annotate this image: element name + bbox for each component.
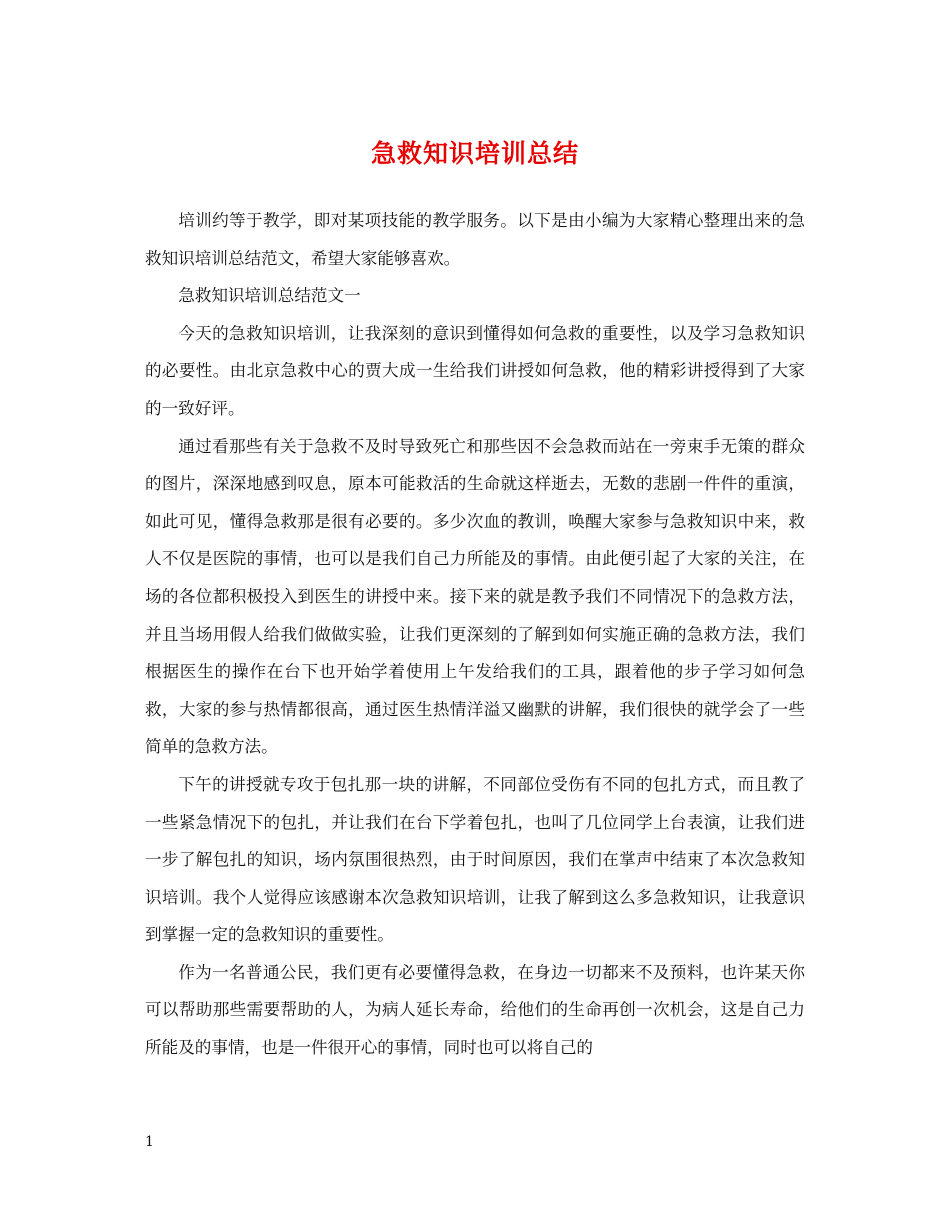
- section-heading: 急救知识培训总结范文一: [178, 286, 361, 306]
- document-title: 急救知识培训总结: [370, 139, 579, 168]
- paragraph: 通过看那些有关于急救不及时导致死亡和那些因不会急救而站在一旁束手无策的群众的图片，深深地感到叹息，原本可能救活的生命就这样逝去，无数的悲剧一件件的重演，如此可见，懂得急救那是很有必要的。多少次血的教训，唤醒大家参与急救知识中来，救人不仅是医院的事情，也可以是我们自己力所能及的事情。由此便引起了大家的关注，在场的各位都积极投入到医生的讲授中来。接下来的就是教予我们不同情况下的急救方法，并且当场用假人给我们做做实验，让我们更深刻的了解到如何实施正确的急救方法，我们根据医生的操作在台下也开始学着使用上午发给我们的工具，跟着他的步子学习如何急救，大家的参与热情都很高，通过医生热情洋溢又幽默的讲解，我们很快的就学会了一些简单的急救方法。: [145, 436, 805, 757]
- page-number: 1: [145, 1134, 154, 1150]
- paragraph: 下午的讲授就专攻于包扎那一块的讲解，不同部位受伤有不同的包扎方式，而且教了一些紧急情况下的包扎，并让我们在台下学着包扎，也叫了几位同学上台表演，让我们进一步了解包扎的知识，场内氛围很热烈，由于时间原因，我们在掌声中结束了本次急救知识培训。我个人觉得应该感谢本次急救知识培训，让我了解到这么多急救知识，让我意识到掌握一定的急救知识的重要性。: [145, 774, 805, 945]
- paragraph: 今天的急救知识培训，让我深刻的意识到懂得如何急救的重要性，以及学习急救知识的必要性。由北京急救中心的贾大成一生给我们讲授如何急救，他的精彩讲授得到了大家的一致好评。: [145, 323, 805, 418]
- document-body: [145, 202, 805, 1067]
- paragraph-intro: 培训约等于教学，即对某项技能的教学服务。以下是由小编为大家精心整理出来的急救知识培训总结范文，希望大家能够喜欢。: [145, 211, 805, 268]
- paragraph: 作为一名普通公民，我们更有必要懂得急救，在身边一切都来不及预料，也许某天你可以帮助那些需要帮助的人，为病人延长寿命，给他们的生命再创一次机会，这是自己力所能及的事情，也是一件很开心的事情，同时也可以将自己的: [145, 962, 805, 1058]
